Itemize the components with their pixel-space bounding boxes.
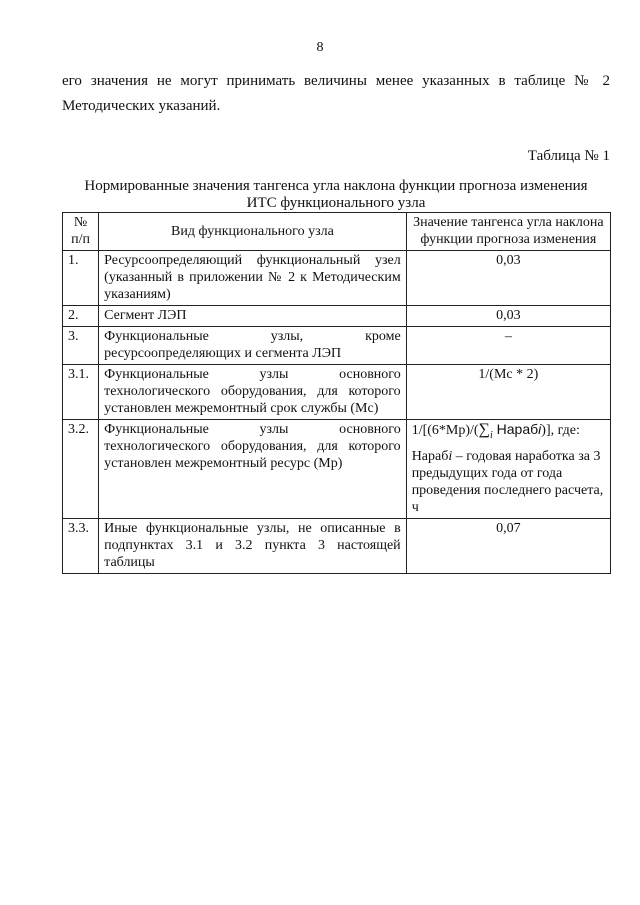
table-row — [63, 251, 611, 306]
row-value: 0,03 — [406, 306, 610, 327]
table-row — [63, 306, 611, 327]
row-num: 3.1. — [63, 365, 99, 420]
note-term-index: i — [448, 448, 453, 464]
row-value: 0,07 — [406, 518, 610, 573]
header-value: Значение тангенса угла наклона функции прогноза изменения — [406, 213, 610, 251]
row-kind: Функциональные узлы основного технологического оборудования, для которого установлен межремонтный ресурс (Мр) — [99, 420, 407, 519]
note-text: – годовая наработка за 3 предыдущих года от года проведения последнего расчета, ч — [411, 448, 604, 515]
norm-values-table — [62, 212, 611, 574]
row-kind: Функциональные узлы, кроме ресурсоопределяющих и сегмента ЛЭП — [99, 327, 407, 365]
table-number: Таблица № 1 — [527, 148, 610, 164]
row-value-formula-cell — [406, 420, 610, 519]
table-row — [63, 420, 611, 519]
row-num: 3. — [63, 327, 99, 365]
row-kind: Ресурсоопределяющий функциональный узел (указанный в приложении № 2 к Методическим указаниям) — [99, 251, 407, 306]
row-value: 1/(Мс * 2) — [406, 365, 610, 420]
sum-index: i — [489, 429, 493, 441]
formula-end: )], где: — [541, 423, 580, 438]
table-row — [63, 518, 611, 573]
header-num: № п/п — [63, 213, 99, 251]
row-kind: Сегмент ЛЭП — [99, 306, 407, 327]
header-kind: Вид функционального узла — [99, 213, 407, 251]
intro-line-2: Методических указаний. — [62, 98, 221, 114]
formula — [412, 421, 605, 444]
table-caption-line-1: Нормированные значения тангенса угла наклона функции прогноза изменения — [84, 178, 588, 194]
page-number: 8 — [316, 40, 324, 55]
intro-line-1: его значения не могут принимать величины менее указанных в таблице № 2 — [62, 73, 610, 89]
intro-paragraph — [62, 69, 610, 119]
sum-symbol: ∑ — [478, 421, 490, 438]
row-num: 1. — [63, 251, 99, 306]
table-row — [63, 327, 611, 365]
row-num: 3.2. — [63, 420, 99, 519]
table-header-row — [63, 213, 611, 251]
table-caption — [62, 178, 610, 212]
row-value: 0,03 — [406, 251, 610, 306]
formula-term: Нараб — [492, 421, 539, 437]
row-num: 3.3. — [63, 518, 99, 573]
table-caption-line-2: ИТС функционального узла — [246, 195, 426, 211]
formula-start: 1/[(6*Мр)/( — [411, 423, 479, 438]
row-num: 2. — [63, 306, 99, 327]
row-kind: Иные функциональные узлы, не описанные в подпунктах 3.1 и 3.2 пункта 3 настоящей таблицы — [99, 518, 407, 573]
formula-note — [412, 448, 605, 516]
formula-term-index: i — [538, 421, 542, 437]
table-row — [63, 365, 611, 420]
row-value: – — [406, 327, 610, 365]
row-kind: Функциональные узлы основного технологического оборудования, для которого установлен межремонтный срок службы (Мс) — [99, 365, 407, 420]
note-term: Нараб — [411, 448, 449, 464]
